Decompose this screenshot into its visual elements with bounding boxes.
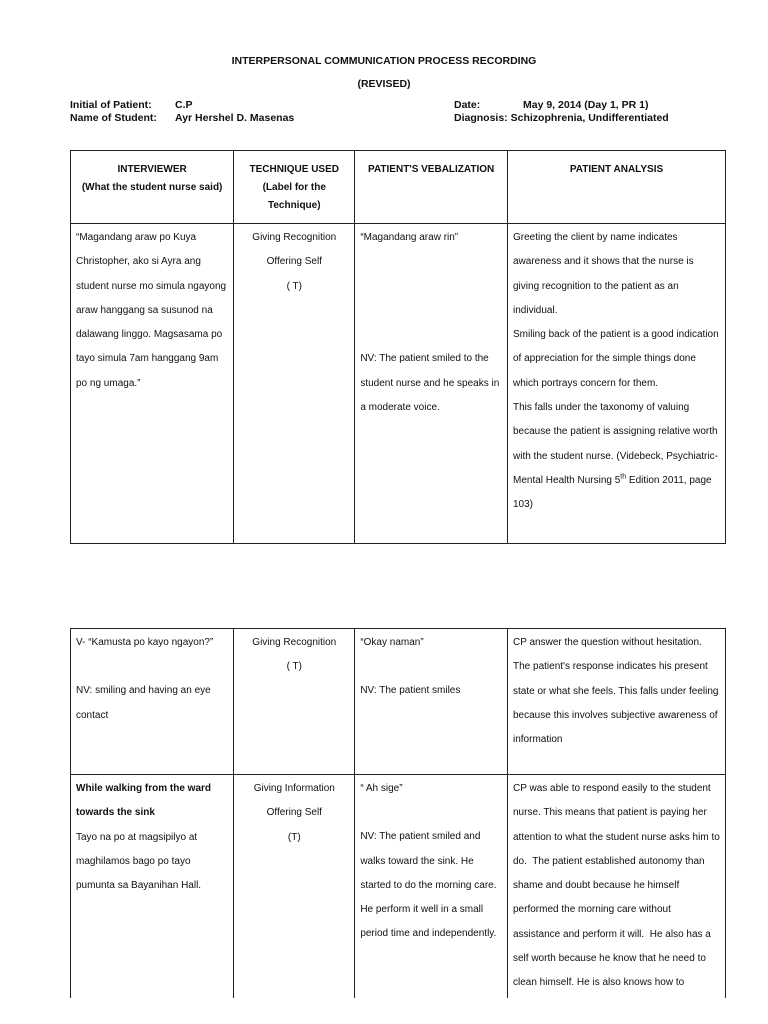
student-name-row: [70, 112, 294, 124]
row1-analysis-3-sup: th: [620, 473, 627, 481]
row1-technique-3: ( T): [286, 280, 302, 292]
diagnosis-value: Schizophrenia, Undifferentiated: [510, 112, 669, 124]
header-analysis-title: PATIENT ANALYSIS: [569, 164, 664, 175]
row1-analysis-3-end: Edition 2011, page 103): [513, 474, 715, 511]
row1-technique: [234, 224, 355, 544]
row1-nonverbal: NV: The patient smiled to the student nurse and he speaks in a moderate voice.: [360, 353, 503, 413]
date-value: May 9, 2014 (Day 1, PR 1): [523, 99, 649, 111]
row3-verbalization: [355, 775, 508, 998]
initial-value: C.P: [175, 99, 193, 111]
table-row: [71, 224, 726, 544]
row3-analysis: [508, 775, 726, 998]
row2-technique: [234, 629, 355, 775]
row3-nonverbal: NV: The patient smiled and walks toward the sink. He started to do the morning care. He perform it well in a small period time and independently.: [360, 831, 500, 940]
row2-interviewer: [71, 629, 234, 775]
initial-label: Initial of Patient:: [70, 99, 152, 111]
row1-verbal: “Magandang araw rin”: [360, 232, 459, 243]
table-header-row: [71, 151, 726, 224]
header-technique: [234, 151, 355, 224]
patient-initial-row: [70, 99, 193, 111]
row1-verbalization: [355, 224, 508, 544]
table-row: [71, 629, 726, 775]
row3-analysis-text: CP was able to respond easily to the student nurse. This means that patient is paying her attention to what the student nurse asks him to do. The patient established autonomy than shame and doubt because he himself performed the morning care without assistance and perform it will. He also has a self worth because he know that he need to clean himself. He is also knows how to: [513, 783, 723, 989]
row2-verbalization: [355, 629, 508, 775]
row3-interviewer-bold: While walking from the ward towards the sink: [76, 783, 214, 819]
header-verbalization-title: PATIENT'S VEBALIZATION: [368, 164, 495, 175]
header-analysis: [508, 151, 726, 224]
row1-analysis-2: Smiling back of the patient is a good indication of appreciation for the simple things done which portrays concern for them.: [513, 329, 722, 389]
row2-interviewer-verbal: V- “Kamusta po kayo ngayon?”: [76, 637, 214, 648]
row3-technique-2: Offering Self: [266, 807, 322, 819]
row1-analysis-1: Greeting the client by name indicates awareness and it shows that the nurse is giving recognition to the patient as an individual.: [513, 232, 697, 316]
header-technique-sub2: Technique): [267, 200, 321, 211]
row1-technique-1: Giving Recognition: [252, 232, 337, 243]
row1-analysis-3-text: This falls under the taxonomy of valuing because the patient is assigning relative worth with the student nurse. (Videbeck, Psychiatric-Mental Health Nursing 5: [513, 402, 721, 486]
diagnosis-row: [454, 112, 669, 124]
row3-technique-3: (T): [287, 831, 301, 843]
date-label: Date:: [454, 99, 481, 111]
process-recording-table-1: [70, 150, 726, 544]
row1-technique-2: Offering Self: [266, 256, 322, 268]
row1-interviewer: [71, 224, 234, 544]
row3-interviewer: [71, 775, 234, 998]
row1-analysis: [508, 224, 726, 544]
process-recording-table-2: [70, 628, 726, 998]
row3-interviewer-text: Tayo na po at magsipilyo at maghilamos bago po tayo pumunta sa Bayanihan Hall.: [76, 831, 202, 892]
row3-technique: [234, 775, 355, 998]
row2-analysis: [508, 629, 726, 775]
document-subtitle: (REVISED): [357, 78, 411, 90]
student-value: Ayr Hershel D. Masenas: [175, 112, 295, 124]
row2-technique-2: ( T): [286, 661, 302, 673]
header-interviewer: [71, 151, 234, 224]
header-technique-sub1: (Label for the: [262, 182, 326, 193]
row1-analysis-3: [513, 396, 720, 517]
document-title: INTERPERSONAL COMMUNICATION PROCESS RECORDING: [231, 55, 537, 67]
diagnosis-label: Diagnosis:: [454, 112, 508, 124]
header-interviewer-sub: (What the student nurse said): [81, 182, 223, 193]
header-verbalization: [355, 151, 508, 224]
row1-interviewer-text: “Magandang araw po Kuya Christopher, ako si Ayra ang student nurse mo simula ngayong araw hanggang sa susunod na dalawang linggo. Magsasama po tayo simula 7am hanggang 9am po ng umaga.”: [76, 232, 229, 389]
date-row: [454, 99, 648, 111]
row3-technique-1: Giving Information: [253, 783, 335, 794]
header-technique-title: TECHNIQUE USED: [249, 164, 339, 175]
row2-technique-1: Giving Recognition: [252, 637, 337, 648]
row2-nonverbal: NV: The patient smiles: [360, 685, 461, 697]
row2-analysis-text: CP answer the question without hesitation. The patient's response indicates his present state or what she feels. This falls under feeling because this involves subjective awareness of information: [513, 637, 722, 746]
row2-verbal: “Okay naman”: [360, 637, 424, 648]
row3-verbal: “ Ah sige”: [360, 783, 403, 794]
header-interviewer-title: INTERVIEWER: [117, 164, 187, 175]
table-row: [71, 775, 726, 998]
row2-interviewer-nv: NV: smiling and having an eye contact: [76, 685, 214, 721]
student-label: Name of Student:: [70, 112, 157, 124]
